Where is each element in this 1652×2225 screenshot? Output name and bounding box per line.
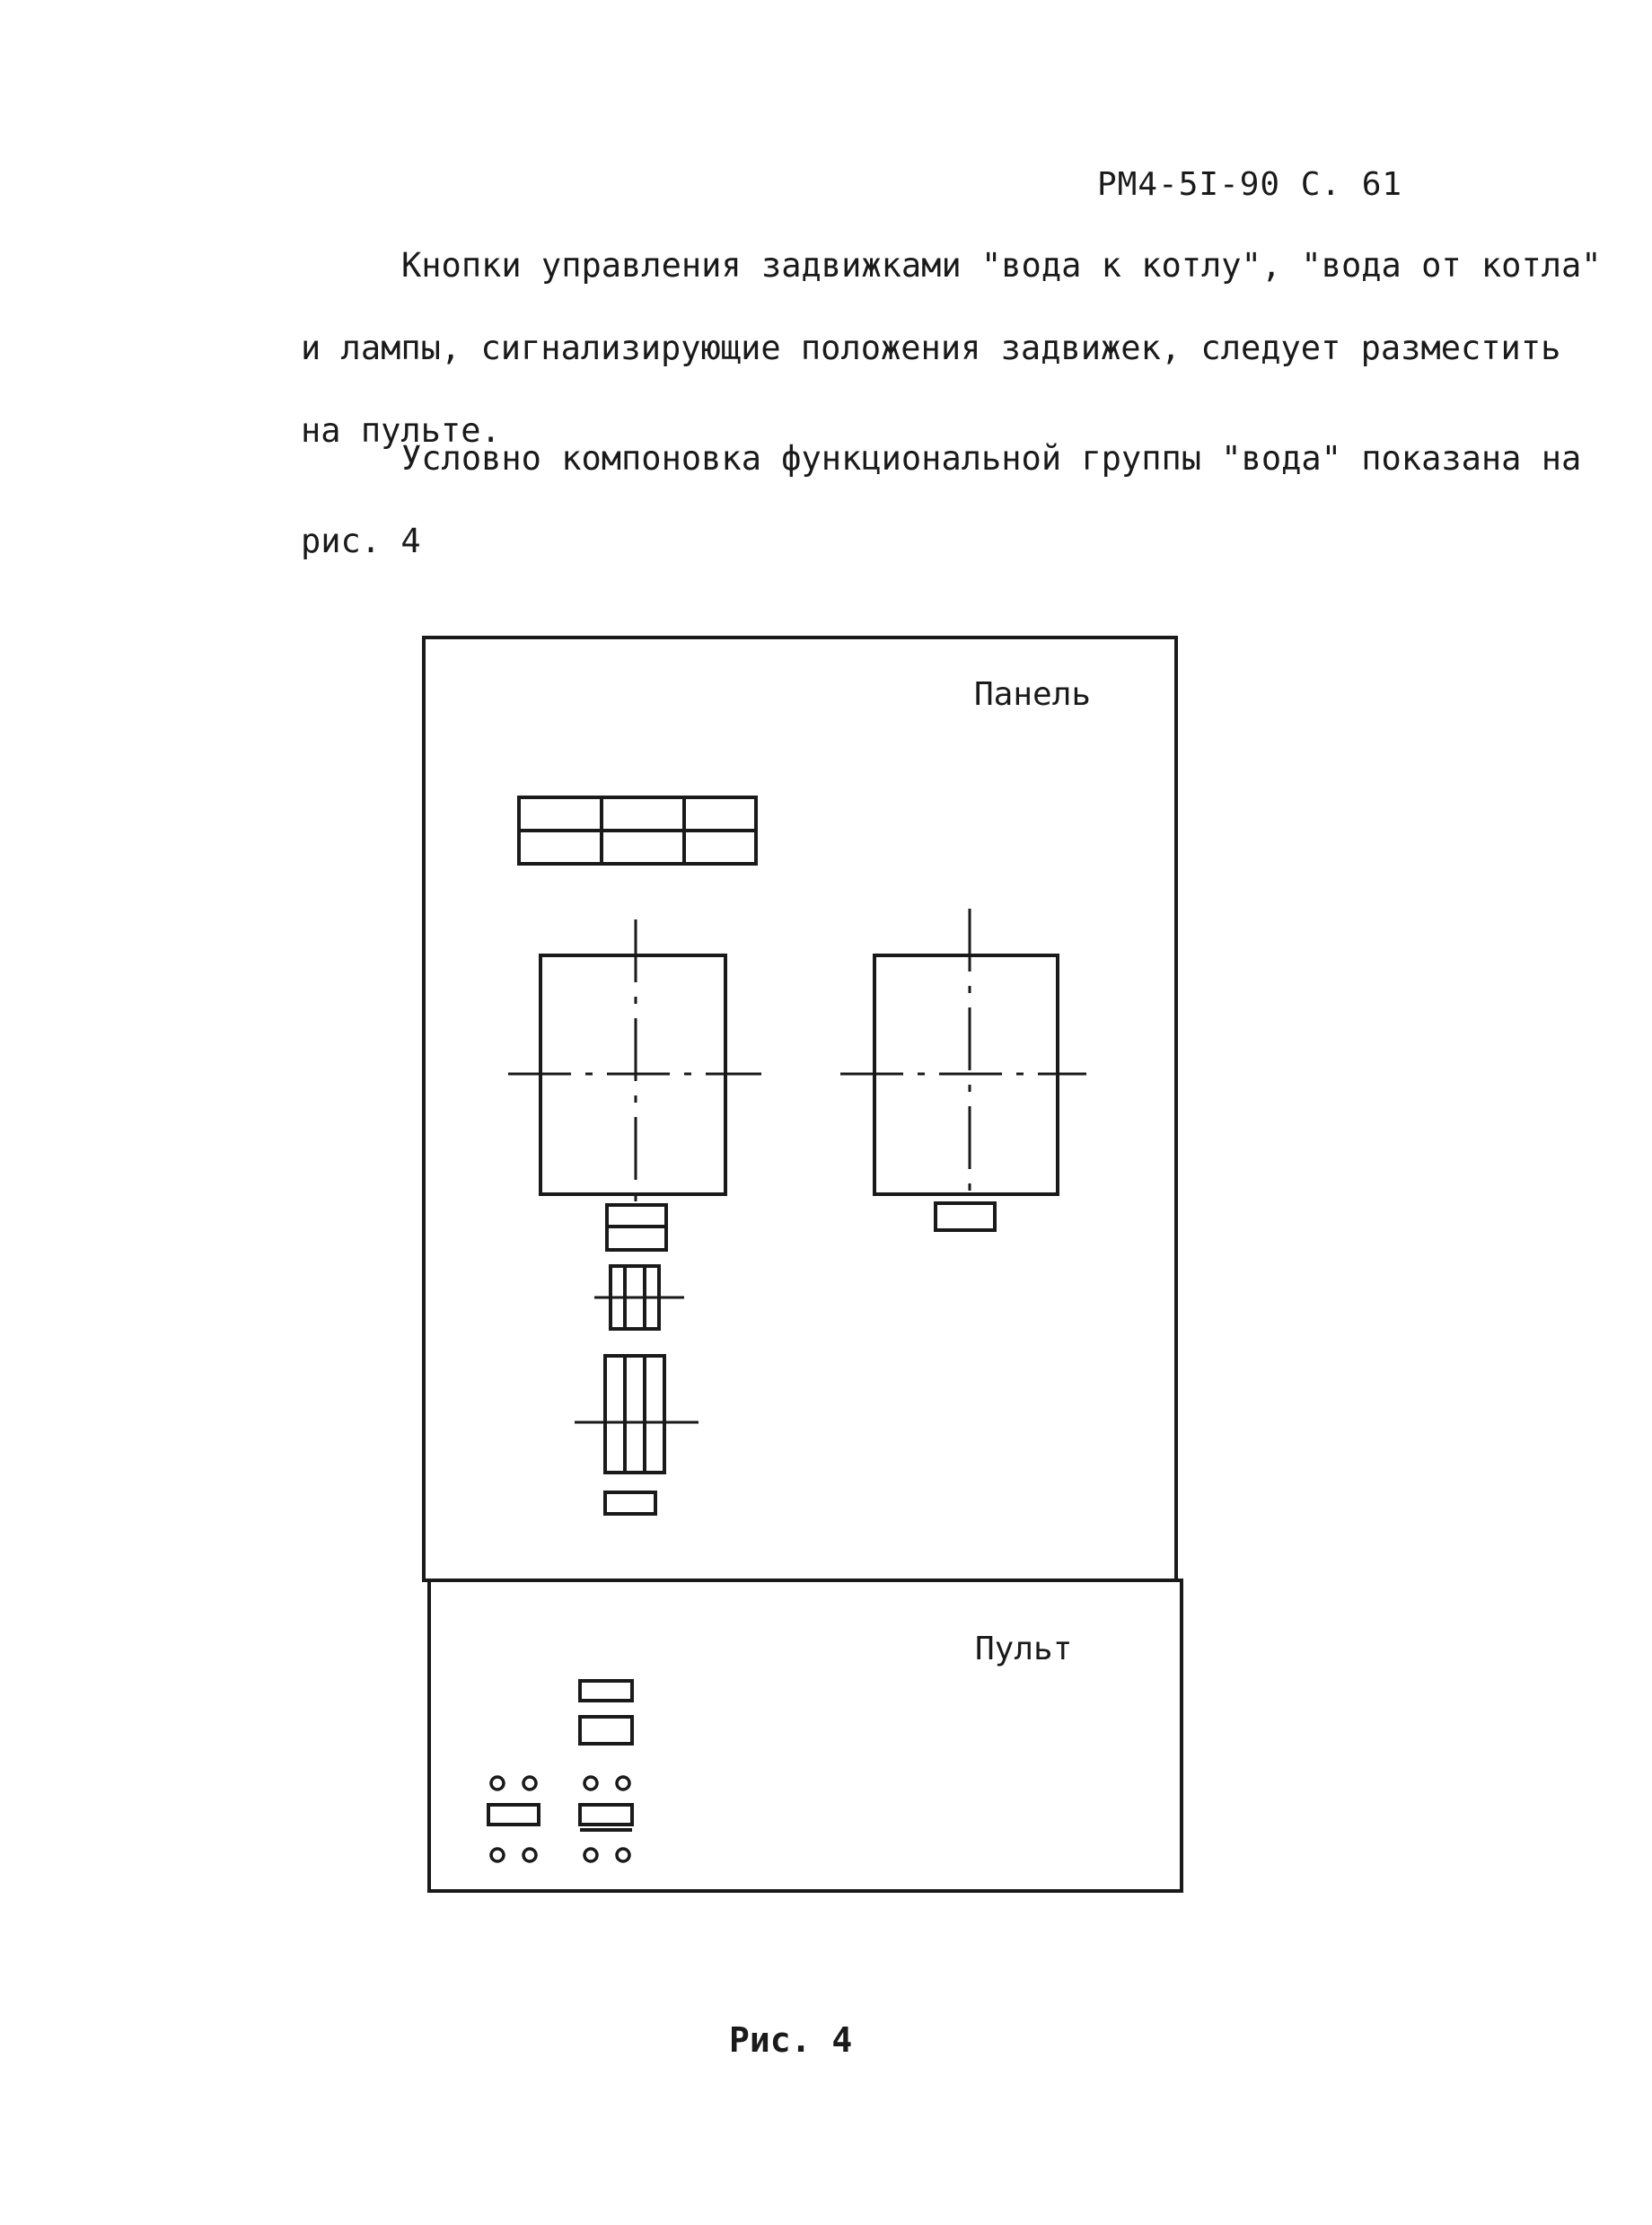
paragraph-layout: Условно компоновка функциональной группы "вода" показана на рис. 4: [301, 439, 1582, 560]
figure-caption: Рис. 4: [729, 2020, 853, 2060]
console-plate-3: [580, 1805, 632, 1825]
console-frame: [429, 1580, 1182, 1891]
left-switch-tall: [605, 1356, 664, 1473]
left-switch-small: [611, 1266, 659, 1329]
right-device-label-plate: [936, 1203, 995, 1230]
signal-grid-block: [519, 797, 756, 864]
console-plate-1: [580, 1681, 632, 1701]
console-plate-2: [488, 1805, 539, 1825]
paragraph-controls: Кнопки управления задвижками "вода к котлу", "вода от котла" и лампы, сигнализирующие положения задвижек, следует разместить на пульте.: [301, 246, 1602, 450]
page-header: РМ4-5I-90 С. 61: [1097, 166, 1403, 203]
console-lamps: [491, 1777, 629, 1861]
panel-frame: [424, 638, 1176, 1580]
right-device: [874, 955, 1058, 1194]
left-label-plate-top: [607, 1205, 666, 1250]
left-label-plate-bottom: [605, 1492, 655, 1514]
console-label: Пульт: [975, 1631, 1073, 1667]
panel-label: Панель: [974, 676, 1092, 713]
left-device: [540, 955, 725, 1194]
console-button-1: [580, 1717, 632, 1744]
